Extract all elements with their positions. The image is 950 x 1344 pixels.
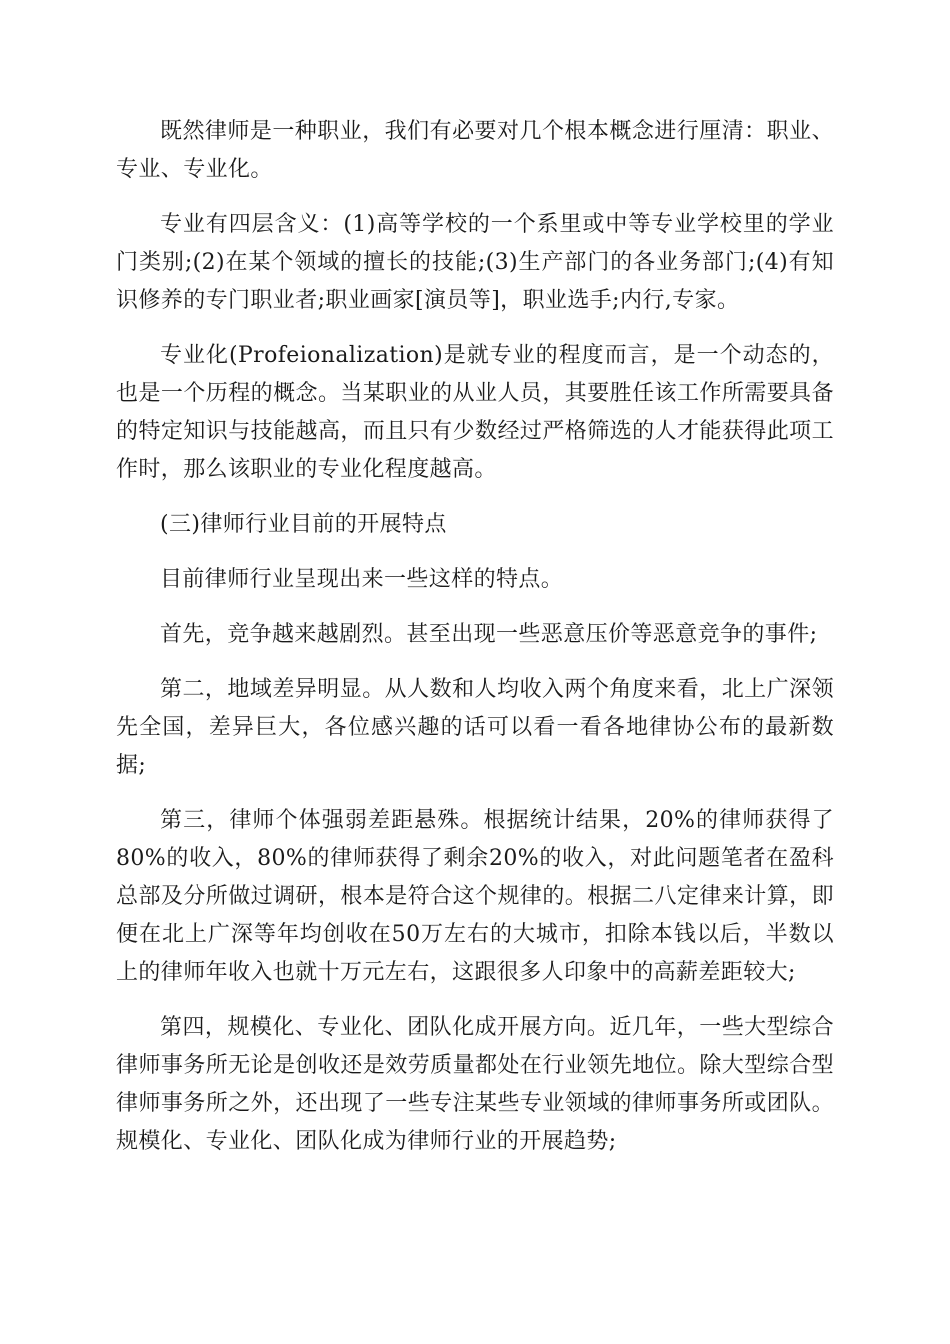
section-heading: (三)律师行业目前的开展特点 — [160, 512, 447, 537]
paragraph-feature-3: 第三，律师个体强弱差距悬殊。根据统计结果，20%的律师获得了80%的收入，80%的律师获得了剩余20%的收入，对此问题笔者在盈科总部及分所做过调研，根本是符合这个规律的。根据二八定律来计算，即便在北上广深等年均创收在50万左右的大城市，扣除本钱以后，半数以上的律师年收入也就十万元左右，这跟很多人印象中的高薪差距较大; — [116, 808, 834, 985]
paragraph-profession-definition: 既然律师是一种职业，我们有必要对几个根本概念进行厘清：职业、专业、专业化。 — [116, 119, 834, 182]
paragraph-professionalization: 专业化(Profeionalization)是就专业的程度而言，是一个动态的，也是一个历程的概念。当某职业的从业人员，其要胜任该工作所需要具备的特定知识与技能越高，而且只有少数经过严格筛选的人才能获得此项工作时，那么该职业的专业化程度越高。 — [116, 343, 834, 482]
paragraph-intro-features: 目前律师行业呈现出来一些这样的特点。 — [160, 567, 564, 592]
paragraph-specialty-meanings: 专业有四层含义：(1)高等学校的一个系里或中等专业学校里的学业门类别;(2)在某个领域的擅长的技能;(3)生产部门的各业务部门;(4)有知识修养的专门职业者;职业画家[演员等]，职业选手;内行,专家。 — [116, 212, 834, 313]
paragraph-feature-2: 第二，地域差异明显。从人数和人均收入两个角度来看，北上广深领先全国，差异巨大，各位感兴趣的话可以看一看各地律协公布的最新数据; — [116, 677, 834, 778]
document-body — [116, 113, 834, 1178]
paragraph-feature-4: 第四，规模化、专业化、团队化成开展方向。近几年，一些大型综合律师事务所无论是创收还是效劳质量都处在行业领先地位。除大型综合型律师事务所之外，还出现了一些专注某些专业领域的律师事务所或团队。规模化、专业化、团队化成为律师行业的开展趋势; — [116, 1015, 834, 1154]
paragraph-feature-1: 首先，竞争越来越剧烈。甚至出现一些恶意压价等恶意竞争的事件; — [160, 622, 818, 647]
